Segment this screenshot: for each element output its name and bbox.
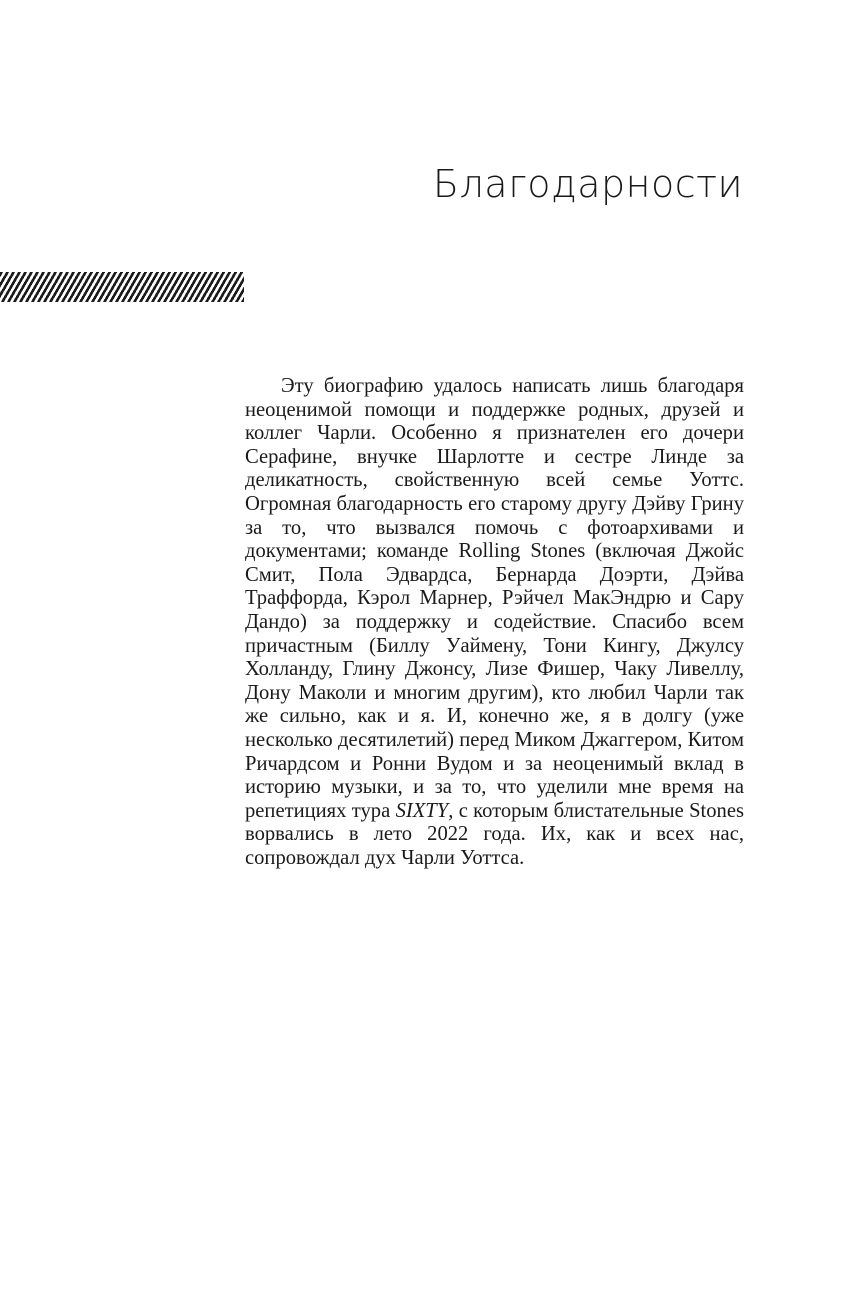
acknowledgements-paragraph [245,375,744,870]
paragraph-text-part-1: Эту биографию удалось написать лишь благодаря неоценимой помощи и поддержке родных, друзей и коллег Чарли. Особенно я признателен его дочери Серафине, внучке Шарлотте и сестре Линде за деликатность, свойственную всей семье Уоттс. Огромная благодарность его старому другу Дэйву Грину за то, что вызвался помочь с фотоархивами и документами; команде Rolling Stones (включая Джойс Смит, Пола Эдвардса, Бернарда Доэрти, Дэйва Траффорда, Кэрол Марнер, Рэйчел МакЭндрю и Сару Дандо) за поддержку и содействие. Спасибо всем причастным (Биллу Уаймену, Тони Кингу, Джулсу Холланду, Глину Джонсу, Лизе Фишер, Чаку Ливеллу, Дону Маколи и многим другим), кто любил Чарли так же сильно, как и я. И, конечно же, я в долгу (уже несколько десятилетий) перед Миком Джаггером, Китом Ричардсом и Ронни Вудом и за неоценимый вклад в историю музыки, и за то, что уделили мне время на репетициях тура [245,375,744,822]
page-title: Благодарности [432,162,743,206]
paragraph-text-part-2: , с которым блистательные Stones ворвались в лето 2022 года. Их, как и всех нас, сопровождал дух Чарли Уоттса. [245,799,744,869]
tour-name-italic: SIXTY [395,799,449,822]
decorative-hatch-bar [0,272,244,302]
